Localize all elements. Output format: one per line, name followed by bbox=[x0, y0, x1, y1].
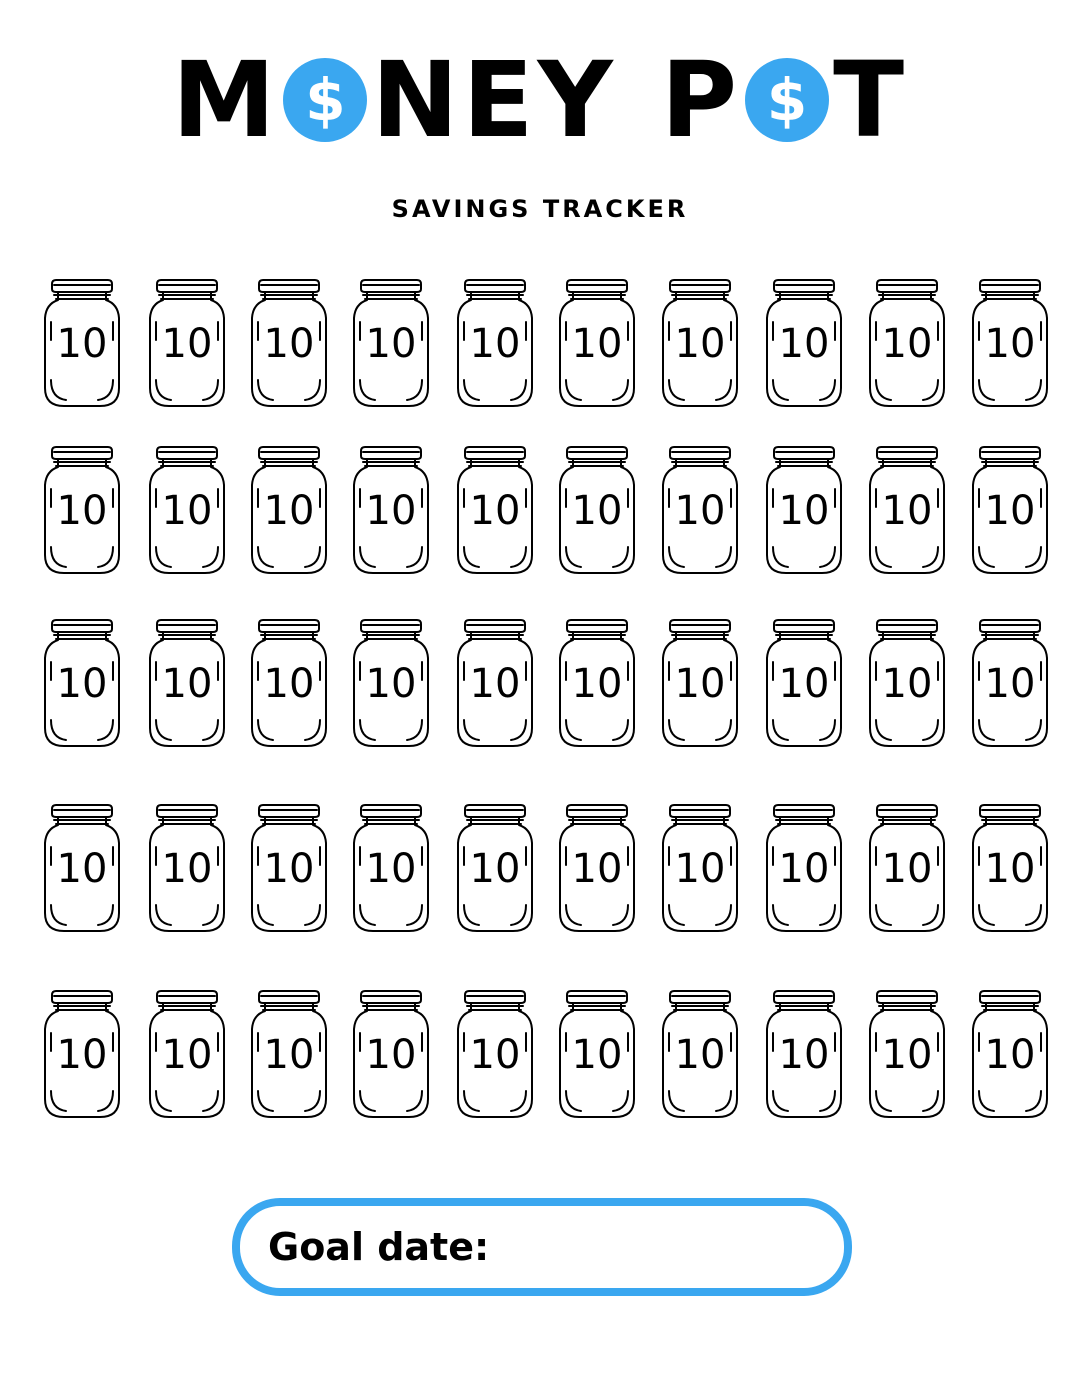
jar-amount: 10 bbox=[365, 661, 417, 707]
jar-amount: 10 bbox=[365, 846, 417, 892]
savings-jar[interactable] bbox=[147, 616, 227, 748]
savings-jar[interactable] bbox=[764, 276, 844, 408]
savings-jar[interactable] bbox=[147, 801, 227, 933]
jar-amount: 10 bbox=[263, 488, 315, 534]
jar-amount: 10 bbox=[881, 661, 933, 707]
title-letters: NEY bbox=[371, 39, 617, 161]
jar-amount: 10 bbox=[263, 321, 315, 367]
savings-jar[interactable] bbox=[147, 987, 227, 1119]
jar-amount: 10 bbox=[161, 1032, 213, 1078]
savings-jar[interactable] bbox=[42, 443, 122, 575]
savings-jar[interactable] bbox=[764, 987, 844, 1119]
savings-jar[interactable] bbox=[557, 801, 637, 933]
savings-jar[interactable] bbox=[147, 443, 227, 575]
savings-jar[interactable] bbox=[764, 801, 844, 933]
savings-jar[interactable] bbox=[970, 443, 1050, 575]
jar-amount: 10 bbox=[571, 321, 623, 367]
savings-jar[interactable] bbox=[455, 276, 535, 408]
jar-amount: 10 bbox=[56, 846, 108, 892]
jar-amount: 10 bbox=[984, 488, 1036, 534]
savings-jar[interactable] bbox=[147, 276, 227, 408]
jar-amount: 10 bbox=[469, 1032, 521, 1078]
jar-amount: 10 bbox=[469, 321, 521, 367]
savings-jar[interactable] bbox=[42, 801, 122, 933]
jar-amount: 10 bbox=[881, 321, 933, 367]
jar-amount: 10 bbox=[56, 321, 108, 367]
savings-jar[interactable] bbox=[867, 801, 947, 933]
savings-jar[interactable] bbox=[351, 276, 431, 408]
coin-symbol: $ bbox=[305, 66, 346, 134]
jar-amount: 10 bbox=[778, 321, 830, 367]
savings-jar[interactable] bbox=[249, 443, 329, 575]
jar-amount: 10 bbox=[984, 321, 1036, 367]
savings-jar[interactable] bbox=[764, 443, 844, 575]
savings-jar[interactable] bbox=[557, 276, 637, 408]
savings-jar[interactable] bbox=[867, 987, 947, 1119]
jar-amount: 10 bbox=[881, 846, 933, 892]
savings-jar[interactable] bbox=[970, 616, 1050, 748]
jar-amount: 10 bbox=[161, 321, 213, 367]
goal-date-box bbox=[232, 1198, 852, 1296]
savings-jar[interactable] bbox=[764, 616, 844, 748]
jar-amount: 10 bbox=[56, 1032, 108, 1078]
savings-jar[interactable] bbox=[557, 443, 637, 575]
savings-jar[interactable] bbox=[660, 616, 740, 748]
jar-amount: 10 bbox=[365, 321, 417, 367]
jar-amount: 10 bbox=[881, 488, 933, 534]
savings-jar[interactable] bbox=[970, 276, 1050, 408]
jar-amount: 10 bbox=[161, 661, 213, 707]
savings-jar[interactable] bbox=[660, 801, 740, 933]
savings-jar[interactable] bbox=[351, 616, 431, 748]
jar-amount: 10 bbox=[571, 661, 623, 707]
savings-jar[interactable] bbox=[351, 443, 431, 575]
savings-jar[interactable] bbox=[867, 443, 947, 575]
jar-amount: 10 bbox=[778, 488, 830, 534]
jar-amount: 10 bbox=[778, 846, 830, 892]
jar-amount: 10 bbox=[365, 1032, 417, 1078]
savings-jar[interactable] bbox=[351, 987, 431, 1119]
savings-jar[interactable] bbox=[970, 987, 1050, 1119]
savings-jar[interactable] bbox=[867, 276, 947, 408]
savings-jar[interactable] bbox=[660, 443, 740, 575]
goal-date-input[interactable] bbox=[490, 1220, 814, 1276]
savings-jar[interactable] bbox=[455, 801, 535, 933]
jar-amount: 10 bbox=[674, 661, 726, 707]
savings-jar[interactable] bbox=[42, 276, 122, 408]
jar-amount: 10 bbox=[674, 846, 726, 892]
jar-amount: 10 bbox=[674, 321, 726, 367]
jar-amount: 10 bbox=[674, 488, 726, 534]
jar-amount: 10 bbox=[161, 846, 213, 892]
page-subtitle: SAVINGS TRACKER bbox=[391, 195, 689, 223]
jar-amount: 10 bbox=[674, 1032, 726, 1078]
jar-amount: 10 bbox=[984, 846, 1036, 892]
savings-jar[interactable] bbox=[42, 616, 122, 748]
savings-jar[interactable] bbox=[455, 987, 535, 1119]
savings-jar[interactable] bbox=[455, 616, 535, 748]
savings-jar[interactable] bbox=[970, 801, 1050, 933]
jar-amount: 10 bbox=[469, 661, 521, 707]
jar-amount: 10 bbox=[881, 1032, 933, 1078]
jar-amount: 10 bbox=[365, 488, 417, 534]
jar-amount: 10 bbox=[984, 1032, 1036, 1078]
savings-jar[interactable] bbox=[249, 987, 329, 1119]
savings-jar[interactable] bbox=[867, 616, 947, 748]
title-letters: M bbox=[171, 39, 280, 161]
savings-jar[interactable] bbox=[249, 801, 329, 933]
title-letters: T bbox=[833, 39, 909, 161]
savings-jar[interactable] bbox=[351, 801, 431, 933]
jar-amount: 10 bbox=[263, 1032, 315, 1078]
jar-amount: 10 bbox=[56, 661, 108, 707]
jar-amount: 10 bbox=[571, 846, 623, 892]
goal-date-label: Goal date: bbox=[268, 1225, 490, 1269]
savings-jar[interactable] bbox=[42, 987, 122, 1119]
jar-amount: 10 bbox=[984, 661, 1036, 707]
jar-amount: 10 bbox=[778, 1032, 830, 1078]
jar-amount: 10 bbox=[263, 661, 315, 707]
jar-amount: 10 bbox=[56, 488, 108, 534]
savings-jar[interactable] bbox=[249, 276, 329, 408]
jar-amount: 10 bbox=[469, 846, 521, 892]
savings-jar[interactable] bbox=[660, 276, 740, 408]
jar-amount: 10 bbox=[161, 488, 213, 534]
jar-amount: 10 bbox=[778, 661, 830, 707]
savings-jar[interactable] bbox=[557, 987, 637, 1119]
title-letters: P bbox=[660, 39, 742, 161]
savings-jar[interactable] bbox=[660, 987, 740, 1119]
coin-symbol: $ bbox=[766, 66, 808, 134]
jar-amount: 10 bbox=[571, 488, 623, 534]
jar-amount: 10 bbox=[469, 488, 521, 534]
jar-amount: 10 bbox=[571, 1032, 623, 1078]
jar-amount: 10 bbox=[263, 846, 315, 892]
savings-jar[interactable] bbox=[249, 616, 329, 748]
savings-jar[interactable] bbox=[455, 443, 535, 575]
savings-jar[interactable] bbox=[557, 616, 637, 748]
